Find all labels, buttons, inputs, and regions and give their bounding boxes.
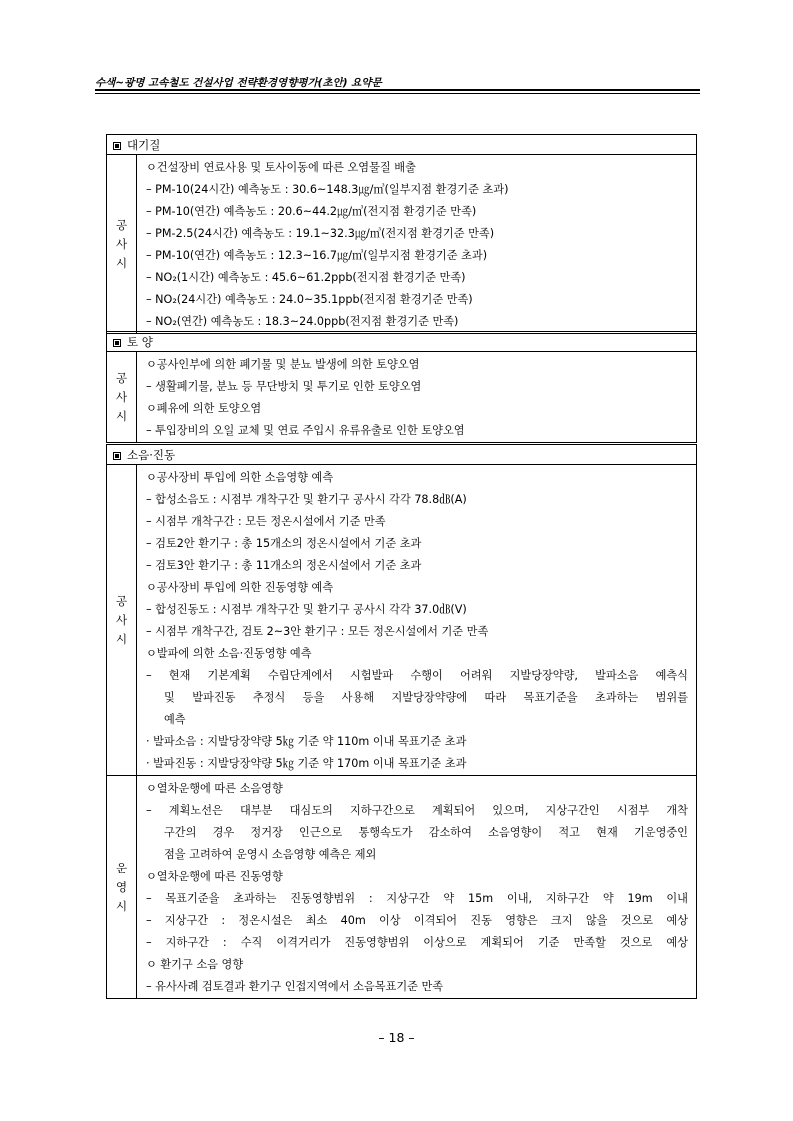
checkbox-square-icon — [113, 452, 121, 460]
dash-line: – 합성소음도 : 시점부 개착구간 및 환기구 공사시 각각 78.8㏈(A) — [146, 493, 467, 506]
section-soil — [106, 331, 697, 443]
dash-line: – 지상구간 : 정온시설은 최소 40m 이상 이격되어 진동 영향은 크지 않을 것으로 예상 — [146, 914, 688, 927]
phase-label: 공 사 시 — [107, 352, 137, 442]
section-noise-vibration — [106, 444, 697, 999]
content-lines — [137, 155, 696, 333]
dot-line: · 발파소음 : 지발당장약량 5㎏ 기준 약 110m 이내 목표기준 초과 — [146, 735, 467, 748]
section-air-quality — [106, 134, 697, 334]
construction-phase-group — [107, 155, 696, 333]
dash-line: – 시점부 개착구간 : 모든 정온시설에서 기준 만족 — [146, 515, 386, 528]
dash-line: – 합성진동도 : 시점부 개착구간 및 환기구 공사시 각각 37.0㏈(V) — [146, 603, 467, 616]
continuation-line: 구간의 경우 정거장 인근으로 통행속도가 감소하여 소음영향이 적고 현재 기운영중인 — [164, 826, 688, 839]
bullet-line: ㅇ열차운행에 따른 진동영향 — [146, 870, 283, 883]
header-rule-thick — [95, 89, 700, 91]
bullet-line: ㅇ발파에 의한 소음·진동영향 예측 — [146, 647, 312, 660]
construction-phase-group — [107, 465, 696, 775]
dash-line: – PM-10(연간) 예측농도 : 12.3~16.7㎍/㎥(일부지점 환경기준 초과) — [146, 249, 488, 262]
section-title: 토 양 — [107, 332, 696, 352]
section-title: 대기질 — [107, 135, 696, 155]
dash-line: – 유사사례 검토결과 환기구 인접지역에서 소음목표기준 만족 — [146, 980, 444, 993]
checkbox-square-icon — [113, 142, 121, 150]
dash-line: – 투입장비의 오일 교체 및 연료 주입시 유류유출로 인한 토양오염 — [146, 424, 465, 437]
header-rule-thin — [95, 93, 700, 94]
content-lines — [137, 776, 696, 998]
content-lines — [137, 465, 696, 775]
continuation-line: 예측 — [164, 713, 186, 726]
operation-phase-group — [107, 775, 696, 998]
dash-line: – NO₂(1시간) 예측농도 : 45.6~61.2ppb(전지점 환경기준 만족) — [146, 271, 466, 284]
dash-line: – 목표기준을 초과하는 진동영향범위 : 지상구간 약 15m 이내, 지하구간 약 19m 이내 — [146, 892, 688, 905]
bullet-line: ㅇ공사인부에 의한 폐기물 및 분뇨 발생에 의한 토양오염 — [146, 358, 420, 371]
bullet-line: ㅇ 환기구 소음 영향 — [146, 958, 244, 971]
bullet-line: ㅇ공사장비 투입에 의한 소음영향 예측 — [146, 471, 334, 484]
phase-label: 공 사 시 — [107, 465, 137, 775]
dash-line: – NO₂(연간) 예측농도 : 18.3~24.0ppb(전지점 환경기준 만족) — [146, 315, 459, 328]
dash-line: – PM-2.5(24시간) 예측농도 : 19.1~32.3㎍/㎥(전지점 환경기준 만족) — [146, 227, 495, 240]
dash-line: – 생활폐기물, 분뇨 등 무단방치 및 투기로 인한 토양오염 — [146, 380, 422, 393]
continuation-line: 및 발파진동 추정식 등을 사용해 지발당장약량에 따라 목표기준을 초과하는 범위를 — [164, 691, 688, 704]
dash-line: – PM-10(24시간) 예측농도 : 30.6~148.3㎍/㎥(일부지점 환경기준 초과) — [146, 183, 509, 196]
bullet-line: ㅇ건설장비 연료사용 및 토사이동에 따른 오염물질 배출 — [146, 161, 416, 174]
content-lines — [137, 352, 696, 442]
section-title: 소음·진동 — [107, 445, 696, 465]
phase-label: 공 사 시 — [107, 155, 137, 333]
dash-line: – NO₂(24시간) 예측농도 : 24.0~35.1ppb(전지점 환경기준 만족) — [146, 293, 473, 306]
dash-line: – 시점부 개착구간, 검토 2~3안 환기구 : 모든 정온시설에서 기준 만족 — [146, 625, 489, 638]
dash-line: – 계획노선은 대부분 대심도의 지하구간으로 계획되어 있으며, 지상구간인 시점부 개착 — [146, 804, 688, 817]
running-header: 수색~광명 고속철도 건설사업 전략환경영향평가(초안) 요약문 — [95, 77, 382, 89]
bullet-line: ㅇ공사장비 투입에 의한 진동영향 예측 — [146, 581, 334, 594]
dash-line: – 검토2안 환기구 : 총 15개소의 정온시설에서 기준 초과 — [146, 537, 422, 550]
dash-line: – 검토3안 환기구 : 총 11개소의 정온시설에서 기준 초과 — [146, 559, 422, 572]
dash-line: – 현재 기본계획 수립단계에서 시험발파 수행이 어려워 지발당장약량, 발파소음 예측식 — [146, 669, 688, 682]
phase-label: 운 영 시 — [107, 776, 137, 998]
page-number: – 18 – — [378, 1030, 415, 1045]
bullet-line: ㅇ열차운행에 따른 소음영향 — [146, 782, 283, 795]
dash-line: – PM-10(연간) 예측농도 : 20.6~44.2㎍/㎥(전지점 환경기준 만족) — [146, 205, 477, 218]
continuation-line: 점을 고려하여 운영시 소음영향 예측은 제외 — [164, 848, 377, 861]
checkbox-square-icon — [113, 339, 121, 347]
construction-phase-group — [107, 352, 696, 442]
dash-line: – 지하구간 : 수직 이격거리가 진동영향범위 이상으로 계획되어 기준 만족할 것으로 예상 — [146, 936, 688, 949]
dot-line: · 발파진동 : 지발당장약량 5㎏ 기준 약 170m 이내 목표기준 초과 — [146, 757, 467, 770]
bullet-line: ㅇ폐유에 의한 토양오염 — [146, 402, 262, 415]
